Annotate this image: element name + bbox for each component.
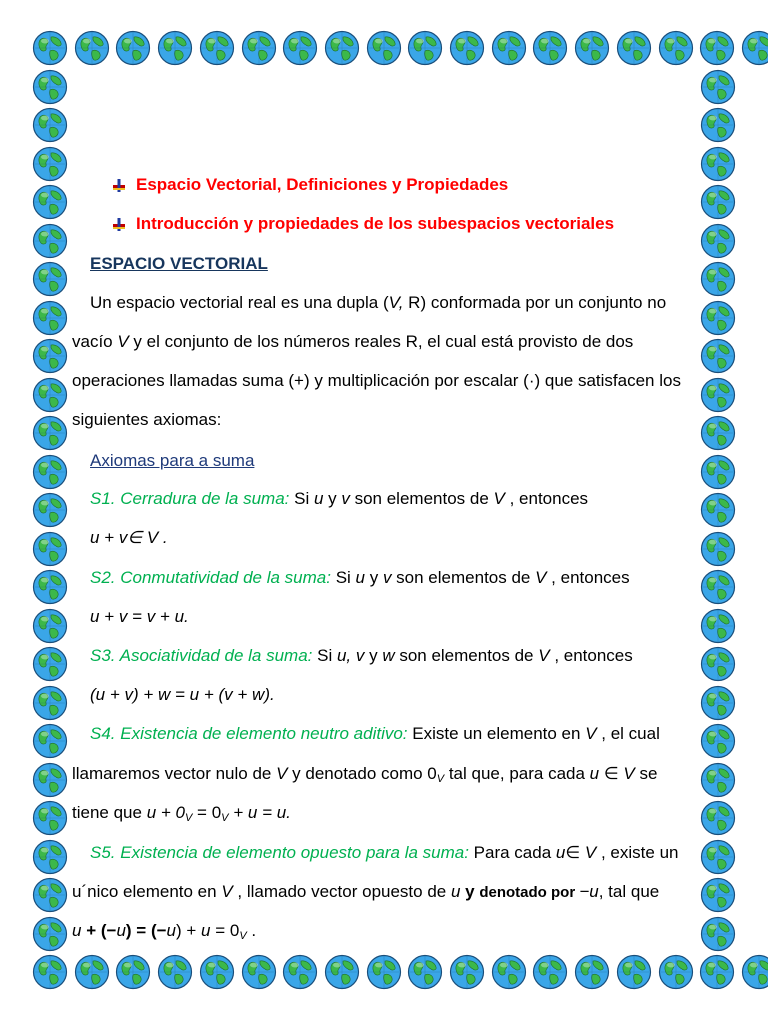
text: u <box>72 921 82 940</box>
axiom-s1-formula: u + v∈ V . <box>90 528 168 547</box>
text: , el cual <box>596 724 660 743</box>
text: , existe un <box>596 843 679 862</box>
text: Un espacio vectorial real es una dupla ( <box>90 293 389 312</box>
text: u + 0 <box>146 803 185 822</box>
bullet-text: Espacio Vectorial, Definiciones y Propiedades <box>136 175 509 194</box>
axiom-label: S1. Cerradura de la suma: <box>90 489 290 508</box>
bullet-item-2 <box>110 213 614 235</box>
text: V <box>221 882 233 901</box>
axiom-label: S4. Existencia de elemento neutro aditivo: <box>90 724 408 743</box>
text: , tal que <box>598 882 660 901</box>
text: y <box>365 568 383 587</box>
text: ∈ <box>565 843 585 862</box>
text: denotado por <box>479 884 580 901</box>
text: y <box>460 882 480 901</box>
axiom-label: S5. Existencia de elemento opuesto para la suma: <box>90 843 469 862</box>
intro-line-2 <box>72 331 633 353</box>
subscript: V <box>221 812 229 824</box>
text: u, v <box>336 646 365 665</box>
bullet-text: Introducción y propiedades de los subespacios vectoriales <box>136 214 615 233</box>
axiom-s5 <box>90 842 678 864</box>
text: y el conjunto de los números reales R, el cual está provisto de dos <box>128 332 634 351</box>
text: , entonces <box>549 646 633 665</box>
text: Si <box>312 646 337 665</box>
text: , llamado vector opuesto de <box>232 882 451 901</box>
text: u <box>116 921 126 940</box>
axiom-s4-line-2 <box>72 763 657 790</box>
text: se <box>634 764 658 783</box>
text: u <box>555 843 566 862</box>
axiom-s3 <box>90 645 633 667</box>
text: = 0 <box>210 921 240 940</box>
text: son elementos de <box>349 489 494 508</box>
text: ) + <box>176 921 202 940</box>
axiom-s5-line-3 <box>72 920 256 947</box>
text: Existe un elemento en <box>407 724 586 743</box>
text: son elementos de <box>394 646 539 665</box>
text: V <box>623 764 635 783</box>
text: w <box>382 646 395 665</box>
section-title: ESPACIO VECTORIAL <box>90 254 268 273</box>
text: u <box>355 568 365 587</box>
star-bullet-icon <box>110 176 128 194</box>
text: , entonces <box>504 489 589 508</box>
axiom-s4 <box>90 723 660 745</box>
intro-line-3: operaciones llamadas suma (+) y multiplicación por escalar (·) que satisfacen los <box>72 371 681 390</box>
text: R) conformada por un conjunto no <box>403 293 667 312</box>
text: V <box>538 646 550 665</box>
axiom-s2 <box>90 567 630 589</box>
text: tiene que <box>72 803 147 822</box>
text: u <box>201 921 211 940</box>
axioms-title: Axiomas para a suma <box>90 451 255 470</box>
text: u <box>589 764 600 783</box>
text: V <box>585 724 597 743</box>
text: u <box>450 882 461 901</box>
text: , entonces <box>546 568 630 587</box>
text: son elementos de <box>391 568 536 587</box>
text: + (− <box>81 921 117 940</box>
text: V <box>535 568 547 587</box>
intro-line-4: siguientes axiomas: <box>72 410 222 429</box>
text: V <box>584 843 597 862</box>
bullet-item-1 <box>110 174 508 196</box>
text: tal que, para cada <box>444 764 590 783</box>
text: v <box>341 489 350 508</box>
axiom-s4-line-3 <box>72 802 291 829</box>
axiom-s2-formula: u + v = v + u. <box>90 607 189 626</box>
intro-line-1 <box>90 292 666 314</box>
axiom-s1 <box>90 488 588 510</box>
subscript: V <box>184 812 193 824</box>
text: Si <box>330 568 356 587</box>
text: y <box>323 489 342 508</box>
text: y denotado como 0 <box>287 764 437 783</box>
text: u´nico elemento en <box>72 882 222 901</box>
text: v <box>382 568 392 587</box>
axiom-s5-line-2 <box>72 881 659 904</box>
text: V <box>276 764 288 783</box>
star-bullet-icon <box>110 215 128 233</box>
text: u <box>166 921 176 940</box>
text: y <box>364 646 383 665</box>
text: vacío <box>72 332 118 351</box>
axiom-s3-formula: (u + v) + w = u + (v + w). <box>90 685 275 704</box>
text: llamaremos vector nulo de <box>72 764 277 783</box>
subscript: V <box>436 773 445 785</box>
text: Si <box>289 489 314 508</box>
text: V <box>117 332 129 351</box>
axiom-label: S3. Asociatividad de la suma: <box>90 646 313 665</box>
subscript: V <box>239 930 247 942</box>
text: u <box>313 489 324 508</box>
text: . <box>246 921 257 940</box>
text: V, <box>388 293 404 312</box>
text: V <box>493 489 505 508</box>
text: = 0 <box>192 803 222 822</box>
text: + u = u. <box>228 803 291 822</box>
axiom-label: S2. Conmutatividad de la suma: <box>90 568 331 587</box>
text: Para cada <box>468 843 556 862</box>
text: ) = (− <box>125 921 167 940</box>
text: ∈ <box>599 764 624 783</box>
text: −u <box>579 882 599 901</box>
